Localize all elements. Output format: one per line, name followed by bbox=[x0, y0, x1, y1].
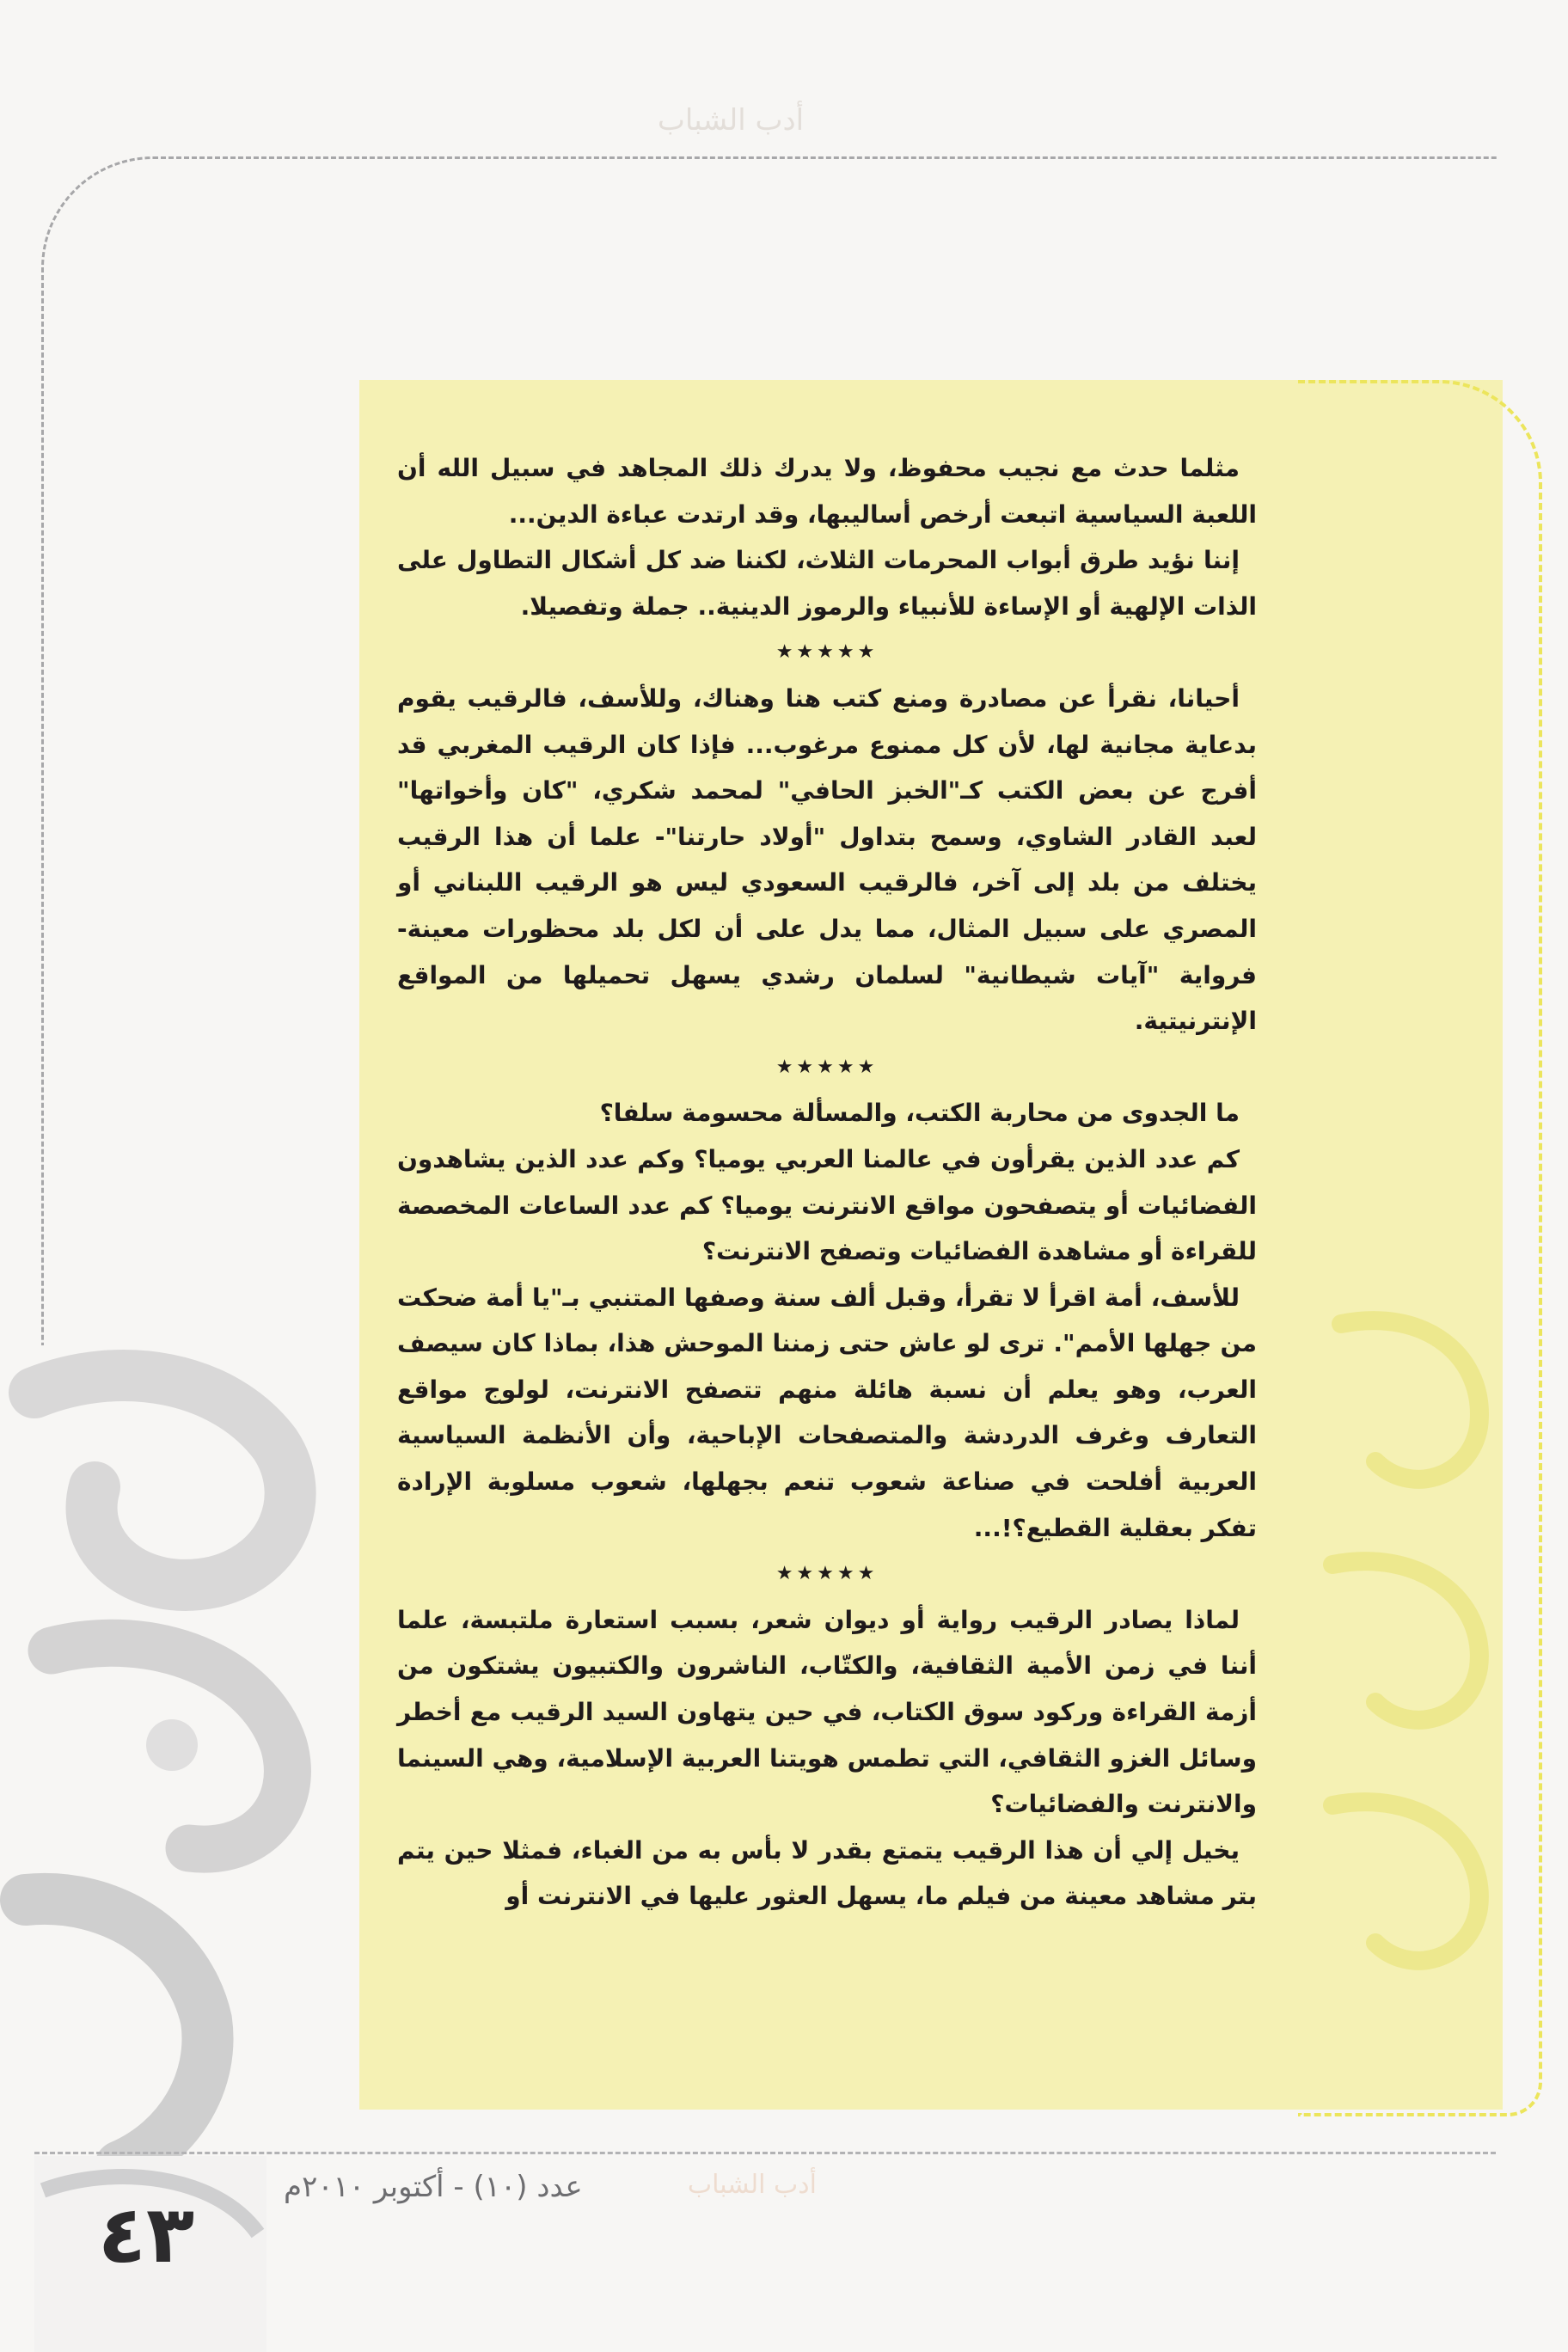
calligraphy-decoration bbox=[0, 1341, 361, 2201]
footer-faint-label: أدب الشباب bbox=[687, 2170, 817, 2200]
footer-divider bbox=[34, 2152, 1496, 2154]
paragraph: إننا نؤيد طرق أبواب المحرمات الثلاث، لكننا ضد كل أشكال التطاول على الذات الإلهية أو الإساءة للأنبياء والرموز الدينية.. جملة وتفصيلا. bbox=[397, 546, 1257, 621]
page-number: ٤٣ bbox=[97, 2189, 195, 2281]
paragraph: لماذا يصادر الرقيب رواية أو ديوان شعر، بسبب استعارة ملتبسة، علما أننا في زمن الأمية الثقافية، والكتّاب، الناشرون والكتبيون يشتكون من أزمة القراءة وركود سوق الكتاب، في حين يتهاون السيد الرقيب مع أخطر وسائل الغزو الثقافي، التي تطمس هويتنا العربية الإسلامية، وهي السينما والانترنت والفضائيات؟ bbox=[397, 1605, 1257, 1819]
paragraph: مثلما حدث مع نجيب محفوظ، ولا يدرك ذلك المجاهد في سبيل الله أن اللعبة السياسية اتبعت أرخص أساليبها، وقد ارتدت عباءة الدين... bbox=[397, 454, 1257, 529]
issue-info: عدد (١٠) - أكتوبر ٢٠١٠م bbox=[284, 2170, 583, 2204]
header-faint-label: أدب الشباب bbox=[657, 103, 805, 138]
paragraph: كم عدد الذين يقرأون في عالمنا العربي يوميا؟ وكم عدد الذين يشاهدون الفضائيات أو يتصفحون مواقع الانترنت يوميا؟ كم عدد الساعات المخصصة للقراءة أو مشاهدة الفضائيات وتصفح الانترنت؟ bbox=[397, 1144, 1257, 1266]
article-body bbox=[397, 445, 1257, 2087]
section-separator: ★★★★★ bbox=[775, 1056, 879, 1078]
paragraph: للأسف، أمة اقرأ لا تقرأ، وقبل ألف سنة وصفها المتنبي بـ"يا أمة ضحكت من جهلها الأمم". ترى لو عاش حتى زمننا الموحش هذا، بماذا كان سيصف العرب، وهو يعلم أن نسبة هائلة منهم تتصفح الانترنت، لولوج مواقع التعارف وغرف الدردشة والمتصفحات الإباحية، وأن الأنظمة السياسية العربية أفلحت في صناعة شعوب تنعم بجهلها، شعوب مسلوبة الإرادة تفكر بعقلية القطيع؟!... bbox=[397, 1283, 1257, 1542]
paragraph: أحيانا، نقرأ عن مصادرة ومنع كتب هنا وهناك، وللأسف، فالرقيب يقوم بدعاية مجانية لها، لأن كل ممنوع مرغوب... فإذا كان الرقيب المغربي قد أفرج عن بعض الكتب كـ"الخبز الحافي" لمحمد شكري، "كان وأخواتها" لعبد القادر الشاوي، وسمح بتداول "أولاد حارتنا"- علما أن هذا الرقيب يختلف من بلد إلى آخر، فالرقيب السعودي ليس هو الرقيب اللبناني أو المصري على سبيل المثال، مما يدل على أن لكل بلد محظورات معينة- فرواية "آيات شيطانية" لسلمان رشدي يسهل تحميلها من المواقع الإنترنيتية. bbox=[397, 683, 1257, 1036]
section-separator: ★★★★★ bbox=[775, 641, 879, 664]
paragraph: يخيل إلي أن هذا الرقيب يتمتع بقدر لا بأس به من الغباء، فمثلا حين يتم بتر مشاهد معينة من فيلم ما، يسهل العثور عليها في الانترنت أو bbox=[397, 1835, 1257, 1911]
section-separator: ★★★★★ bbox=[775, 1563, 879, 1585]
panel-dashed-border bbox=[1298, 380, 1542, 2116]
paragraph: ما الجدوى من محاربة الكتب، والمسألة محسومة سلفا؟ bbox=[599, 1099, 1240, 1128]
